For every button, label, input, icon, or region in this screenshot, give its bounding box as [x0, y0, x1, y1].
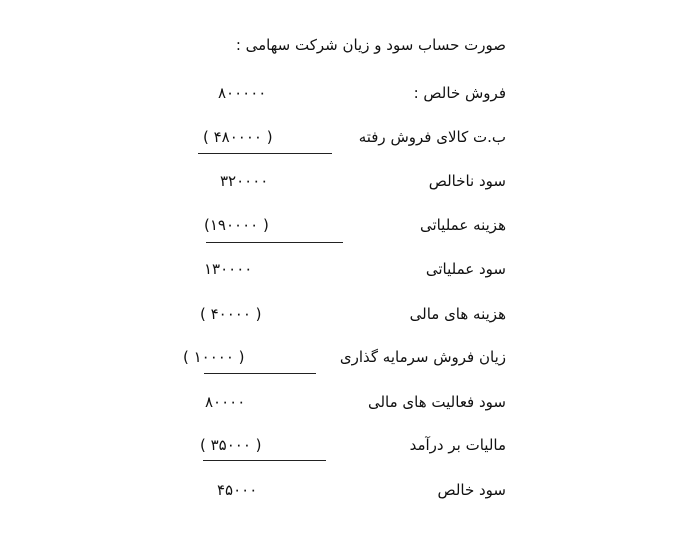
- row-amount: ۳۲۰۰۰۰: [220, 172, 269, 190]
- row-amount: (۱۹۰۰۰۰ ): [204, 216, 269, 234]
- statement-row-investment-sale-loss: [0, 348, 698, 378]
- row-label: هزینه عملیاتی: [419, 216, 506, 234]
- row-amount: ( ۴۰۰۰۰ ): [200, 305, 262, 323]
- statement-row-gross-profit: [0, 172, 698, 202]
- row-label: فروش خالص :: [413, 84, 506, 102]
- row-label: هزینه های مالی: [409, 305, 506, 323]
- row-amount: ( ۱۰۰۰۰ ): [183, 348, 245, 366]
- row-label: سود خالص: [437, 481, 506, 499]
- row-amount: ( ۳۵۰۰۰ ): [200, 436, 262, 454]
- row-amount: ۸۰۰۰۰: [205, 393, 246, 411]
- row-label: مالیات بر درآمد: [409, 436, 506, 454]
- statement-row-financial-activities-profit: [0, 393, 698, 423]
- subtotal-rule: [203, 460, 326, 461]
- row-amount: ۴۵۰۰۰: [217, 481, 258, 499]
- row-amount: ( ۴۸۰۰۰۰ ): [203, 128, 273, 146]
- statement-row-net-sales: [0, 84, 698, 114]
- statement-row-income-tax: [0, 436, 698, 466]
- row-amount: ۸۰۰۰۰۰: [218, 84, 267, 102]
- row-label: سود ناخالص: [428, 172, 506, 190]
- statement-row-operating-expenses: [0, 216, 698, 246]
- statement-row-net-profit: [0, 481, 698, 511]
- subtotal-rule: [206, 242, 343, 243]
- statement-row-financial-expenses: [0, 305, 698, 335]
- row-label: سود فعالیت های مالی: [367, 393, 506, 411]
- subtotal-rule: [204, 373, 316, 374]
- row-label: ب.ت کالای فروش رفته: [358, 128, 506, 146]
- row-label: سود عملیاتی: [425, 260, 506, 278]
- statement-row-operating-profit: [0, 260, 698, 290]
- row-label: زیان فروش سرمایه گذاری: [339, 348, 506, 366]
- subtotal-rule: [198, 153, 332, 154]
- statement-title: صورت حساب سود و زیان شرکت سهامی :: [235, 36, 506, 54]
- statement-row-cost-of-goods-sold: [0, 128, 698, 158]
- row-amount: ۱۳۰۰۰۰: [204, 260, 253, 278]
